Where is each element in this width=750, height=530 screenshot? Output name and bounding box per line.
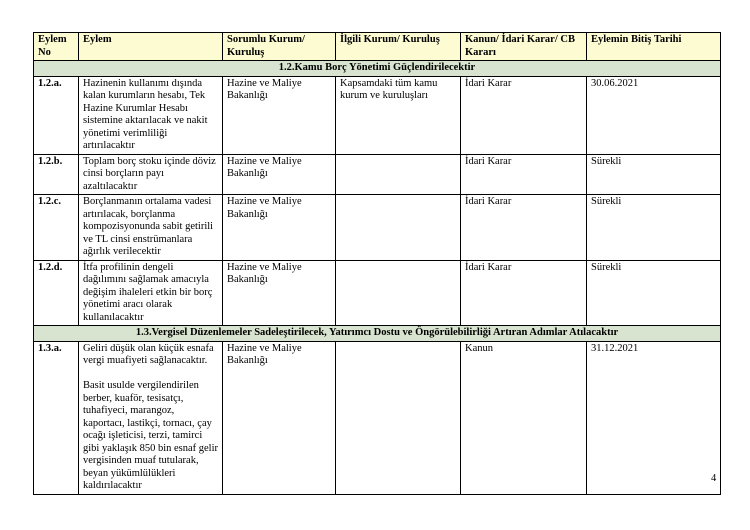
action-text-paragraph: Geliri düşük olan küçük esnafa vergi muafiyeti sağlanacaktır. [83, 342, 214, 366]
section-title: 1.3.Vergisel Düzenlemeler Sadeleştirilecek, Yatırımcı Dostu ve Öngörülebilirliği Artıran Adımlar Atılacaktır [34, 326, 721, 342]
related-institution [336, 260, 461, 326]
action-no: 1.2.d. [34, 260, 79, 326]
section-title: 1.2.Kamu Borç Yönetimi Güçlendirilecektir [34, 61, 721, 77]
related-institution [336, 195, 461, 261]
table-row [34, 76, 721, 154]
responsible-institution: Hazine ve Maliye Bakanlığı [223, 195, 336, 261]
table-header-row [34, 33, 721, 61]
end-date: Sürekli [587, 154, 721, 195]
responsible-institution: Hazine ve Maliye Bakanlığı [223, 260, 336, 326]
action-text [79, 341, 223, 494]
end-date: Sürekli [587, 260, 721, 326]
action-no: 1.3.a. [34, 341, 79, 494]
table-row [34, 154, 721, 195]
header-related-institution: İlgili Kurum/ Kuruluş [336, 33, 461, 61]
header-end-date: Eylemin Bitiş Tarihi [587, 33, 721, 61]
action-text-paragraph: Basit usulde vergilendirilen berber, kuaför, tesisatçı, tuhafiyeci, marangoz, kaportacı, lastikçi, tornacı, çay ocağı işleticisi, terzi, tamirci gibi yaklaşık 850 bin esnaf gelir vergisinden muaf tutularak, beyan yükümlülükleri kaldırılacaktır [83, 380, 219, 491]
action-no: 1.2.b. [34, 154, 79, 195]
action-text: Toplam borç stoku içinde döviz cinsi borçların payı azaltılacaktır [79, 154, 223, 195]
action-no: 1.2.a. [34, 76, 79, 154]
responsible-institution: Hazine ve Maliye Bakanlığı [223, 76, 336, 154]
related-institution: Kapsamdaki tüm kamu kurum ve kuruluşları [336, 76, 461, 154]
action-text: Hazinenin kullanımı dışında kalan kurumların hesabı, Tek Hazine Kurumlar Hesabı sistemine aktarılacak ve nakit yönetimi verimliliği artırılacaktır [79, 76, 223, 154]
responsible-institution: Hazine ve Maliye Bakanlığı [223, 341, 336, 494]
legal-basis: İdari Karar [461, 76, 587, 154]
section-row [34, 61, 721, 77]
end-date: 30.06.2021 [587, 76, 721, 154]
table-row [34, 260, 721, 326]
related-institution [336, 154, 461, 195]
action-text: Borçlanmanın ortalama vadesi artırılacak, borçlanma kompozisyonunda sabit getirili ve TL cinsi enstrümanlara ağırlık verilecektir [79, 195, 223, 261]
end-date: 31.12.2021 [587, 341, 721, 494]
end-date: Sürekli [587, 195, 721, 261]
header-legal-basis: Kanun/ İdari Karar/ CB Kararı [461, 33, 587, 61]
action-plan-table [33, 32, 721, 495]
legal-basis: İdari Karar [461, 154, 587, 195]
page-number: 4 [711, 473, 717, 484]
legal-basis: Kanun [461, 341, 587, 494]
table-row [34, 195, 721, 261]
responsible-institution: Hazine ve Maliye Bakanlığı [223, 154, 336, 195]
header-action: Eylem [79, 33, 223, 61]
section-row [34, 326, 721, 342]
action-no: 1.2.c. [34, 195, 79, 261]
header-responsible-institution: Sorumlu Kurum/ Kuruluş [223, 33, 336, 61]
header-action-no: Eylem No [34, 33, 79, 61]
action-text: İtfa profilinin dengeli dağılımını sağlamak amacıyla değişim ihaleleri etkin bir borç yönetimi aracı olarak kullanılacaktır [79, 260, 223, 326]
legal-basis: İdari Karar [461, 195, 587, 261]
legal-basis: İdari Karar [461, 260, 587, 326]
table-row [34, 341, 721, 494]
related-institution [336, 341, 461, 494]
